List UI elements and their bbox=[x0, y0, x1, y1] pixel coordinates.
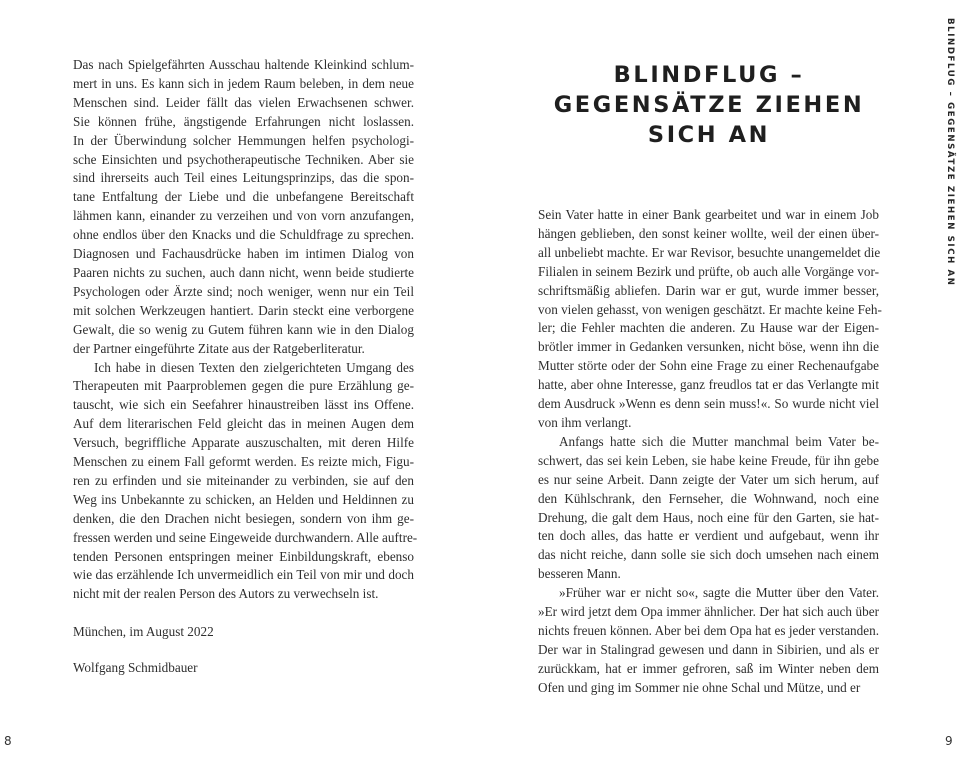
text-line: tenden Personen entspringen meiner Einbildungskraft, ebenso bbox=[73, 548, 414, 564]
text-line: »Er wird jetzt dem Opa immer ähnlicher. Der hat sich auch über bbox=[538, 604, 879, 620]
text-line: schwert, das sei kein Leben, sie habe keine Freude, für ihn gebe bbox=[538, 452, 879, 468]
text-line: mit solchen Werkzeugen hantiert. Darin steckt eine verborgene bbox=[73, 302, 414, 318]
text-line: »Früher war er nicht so«, sagte die Mutter über den Vater. bbox=[559, 585, 879, 601]
text-line: zurückkam, hat er immer gefroren, saß im Winter neben dem bbox=[538, 660, 879, 676]
text-line: sind ihrerseits auch Teil eines Leitungsprinzips, das die spon- bbox=[73, 170, 414, 186]
text-line: Menschen zu einem Fall geformt werden. Es reizte mich, Figu- bbox=[73, 454, 414, 470]
text-line: Das nach Spielgefährten Ausschau haltende Kleinkind schlum- bbox=[73, 57, 414, 72]
paragraph bbox=[538, 206, 882, 433]
text-line: der Partner eingeführte Zitate aus der Ratgeberliteratur. bbox=[73, 340, 365, 356]
text-line: Filialen in seinem Bezirk und prüfte, ob auch alle Vorgänge vor- bbox=[538, 263, 879, 279]
text-line: tauscht, wie sich ein Seefahrer hinaustreiben lässt ins Offene. bbox=[73, 397, 414, 413]
text-line: mert in uns. Es kann sich in jedem Raum beleben, in dem neue bbox=[73, 75, 414, 91]
text-line: dem Ausdruck »Wenn es denn sein muss!«. So wurde nicht viel bbox=[538, 396, 879, 412]
text-line: das nicht reiche, dann solle sie sich doch umsehen nach einem bbox=[538, 547, 879, 563]
text-line: Der war in Stalingrad gewesen und dann in Sibirien, und als er bbox=[538, 641, 879, 657]
text-line: von vielen gehasst, von wenigen geschätzt. Er machte keine Feh- bbox=[538, 301, 882, 317]
text-line: Therapeuten mit Paarproblemen gegen die pure Erzählung ge- bbox=[73, 378, 414, 394]
chapter-title bbox=[539, 60, 879, 150]
paragraph bbox=[73, 359, 418, 605]
page-number-left: 8 bbox=[4, 734, 12, 748]
place-date: München, im August 2022 bbox=[73, 624, 214, 639]
text-line: Ich habe in diesen Texten den zielgerichteten Umgang des bbox=[94, 359, 414, 375]
text-line: Psychologen oder Ärzte sind; noch weniger, wenn nur ein Teil bbox=[73, 283, 414, 299]
text-line: hängen geblieben, den sonst keiner wollte, weil der einen über- bbox=[538, 225, 879, 241]
paragraph bbox=[538, 584, 879, 697]
text-line: ohne endlos über den Knacks und die Schuldfrage zu sprechen. bbox=[73, 227, 414, 243]
text-line: brötler immer in Gedanken versunken, nicht böse, wenn ihn die bbox=[538, 339, 879, 355]
left-body-text bbox=[73, 56, 418, 604]
right-body-text bbox=[538, 206, 882, 698]
text-line: nichts freuen können. Aber bei dem Opa hat es jeder verstanden. bbox=[538, 622, 879, 638]
text-line: Menschen sind. Leider fällt das vielen Erwachsenen schwer. bbox=[73, 94, 414, 110]
text-line: ler; die Fehler machten die anderen. Zu Hause war der Eigen- bbox=[538, 320, 879, 336]
text-line: den Kühlschrank, den Fernseher, die Wohnwand, noch eine bbox=[538, 490, 879, 506]
text-line: Drehung, die galt dem Haus, noch eine für den Garten, sie hat- bbox=[538, 509, 879, 525]
text-line: besseren Mann. bbox=[538, 566, 621, 582]
text-line: all unbeliebt machte. Er war Revisor, besuchte unangemeldet die bbox=[538, 244, 881, 260]
text-line: Sein Vater hatte in einer Bank gearbeitet und war in einem Job bbox=[538, 207, 879, 222]
paragraph bbox=[73, 56, 414, 359]
text-line: Diagnosen und Fachausdrücke haben im intimen Dialog von bbox=[73, 246, 414, 262]
text-line: Mutter störte oder der Sohn eine Frage zu einer Rechenaufgabe bbox=[538, 358, 879, 374]
text-line: schriftsmäßig abliefen. Darin war er gut, wurde immer besser, bbox=[538, 282, 879, 298]
text-line: sche Einsichten und psychotherapeutische Techniken. Aber sie bbox=[73, 151, 414, 167]
right-page bbox=[479, 0, 958, 766]
text-line: tane Entfaltung der Liebe und die unbefangene Bereitschaft bbox=[73, 189, 414, 205]
text-line: ten doch alles, das hatte er verdient und aufgebaut, wenn ihr bbox=[538, 528, 879, 544]
author-name: Wolfgang Schmidbauer bbox=[73, 660, 198, 675]
text-line: fressen werden und seine Eingeweide durchwandern. Alle auftre- bbox=[73, 529, 418, 545]
chapter-title-line: BLINDFLUG – bbox=[613, 62, 805, 88]
text-line: Weg ins Unbekannte zu schicken, an Helden und Heldinnen zu bbox=[73, 491, 414, 507]
text-line: nicht mit der realen Person des Autors zu verwechseln ist. bbox=[73, 586, 379, 602]
text-line: es nur seine Arbeit. Dann zeigte der Vater um sich herum, auf bbox=[538, 471, 879, 487]
text-line: ren zu erfinden und sie miteinander zu verbinden, sie auf den bbox=[73, 472, 414, 488]
chapter-title-line: SICH AN bbox=[647, 122, 771, 148]
text-line: hatte, aber ohne Interesse, ganz freudlos tat er das Verlangte mit bbox=[538, 377, 879, 393]
text-line: Ofen und ging im Sommer nie ohne Schal und Mütze, und er bbox=[538, 679, 861, 695]
text-line: von ihm verlangt. bbox=[538, 414, 632, 430]
text-line: Paaren nichts zu suchen, auch dann nicht, wenn beide studierte bbox=[73, 264, 414, 280]
text-line: Anfangs hatte sich die Mutter manchmal beim Vater be- bbox=[559, 433, 879, 449]
text-line: Versuch, begriffliche Apparate auszuschalten, mit deren Hilfe bbox=[73, 435, 414, 451]
text-line: wie das erzählende Ich unvermeidlich ein Teil von mir und doch bbox=[73, 567, 414, 583]
text-line: Sie können frühe, ängstigende Erfahrungen nicht loslassen. bbox=[73, 113, 414, 129]
text-line: In der Überwindung solcher Hemmungen helfen psychologi- bbox=[73, 132, 414, 148]
page-number-right: 9 bbox=[945, 734, 953, 748]
text-line: Gewalt, die so wenig zu Gutem führen kann wie in den Dialog bbox=[73, 321, 414, 337]
paragraph bbox=[538, 433, 879, 584]
text-line: Auf dem literarischen Feld gleicht das in meinen Augen dem bbox=[73, 416, 414, 432]
chapter-title-line: GEGENSÄTZE ZIEHEN bbox=[553, 92, 865, 118]
running-head: BLINDFLUG – GEGENSÄTZE ZIEHEN SICH AN bbox=[945, 18, 955, 287]
text-line: lähmen kann, einander zu verzeihen und von vorn anzufangen, bbox=[73, 208, 414, 224]
text-line: denken, die den Drachen nicht besiegen, sondern von ihm ge- bbox=[73, 510, 414, 526]
